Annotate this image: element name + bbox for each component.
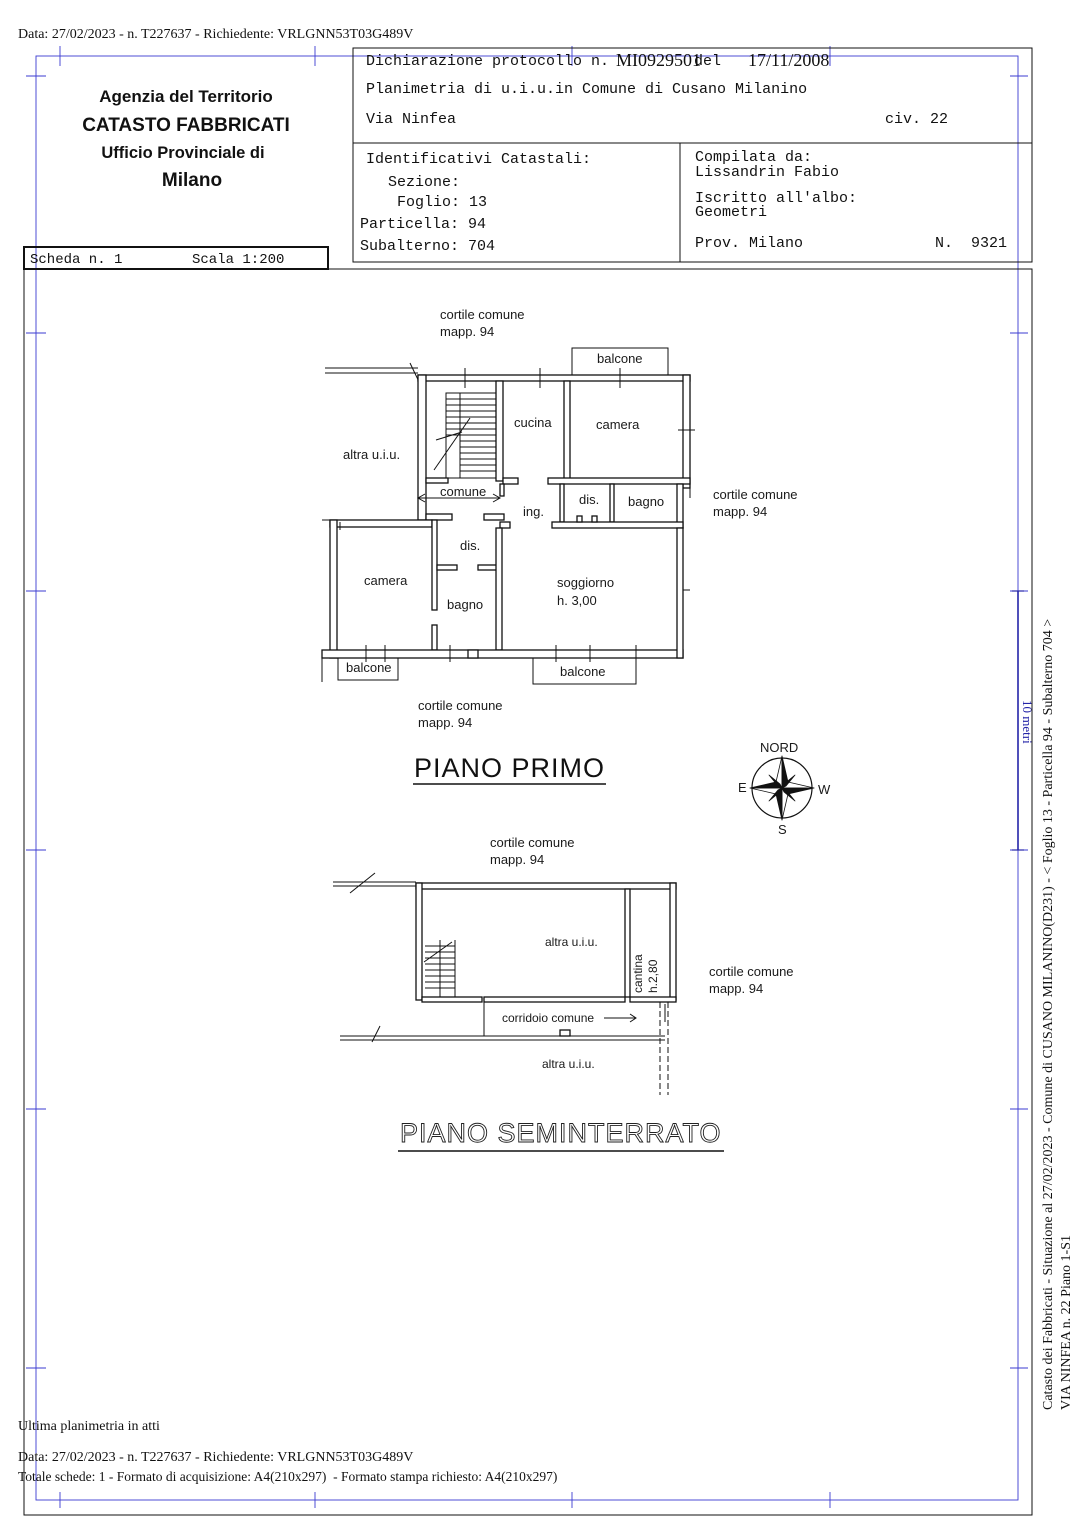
wall	[630, 997, 676, 1002]
identifier-particella: Particella: 94	[360, 216, 487, 233]
label-bagno-west: bagno	[447, 597, 484, 612]
scale-label: Scala 1:200	[192, 252, 285, 268]
door-jamb	[560, 1030, 570, 1036]
wall	[437, 565, 457, 570]
agency-name: Agenzia del Territorio	[99, 87, 273, 106]
top-request-line: Data: 27/02/2023 - n. T227637 - Richiedente: VRLGNN53T03G489V	[18, 27, 414, 42]
label-camera-west: camera	[364, 573, 408, 588]
wall	[560, 484, 564, 522]
agency-office: Ufficio Provinciale di	[101, 144, 265, 162]
footer-last-plan: Ultima planimetria in atti	[18, 1419, 160, 1434]
agency-city: Milano	[161, 170, 223, 191]
albo-value: Geometri	[695, 204, 768, 221]
wall	[548, 478, 690, 484]
protocol-label: Dichiarazione protocollo n.	[366, 53, 610, 70]
wall	[610, 484, 614, 522]
label-balcone-north: balcone	[597, 351, 643, 366]
label-mapp-east-semi: mapp. 94	[709, 981, 764, 996]
identifiers-title: Identificativi Catastali:	[366, 151, 592, 168]
compass-west-label: W	[818, 782, 831, 797]
door-jamb	[468, 650, 478, 658]
label-altra-uiu-south: altra u.i.u.	[542, 1057, 595, 1071]
wall	[418, 375, 690, 381]
agency-department: CATASTO FABBRICATI	[82, 115, 290, 136]
wall	[416, 883, 422, 1000]
wall	[478, 565, 498, 570]
protocol-date: 17/11/2008	[748, 50, 830, 70]
footer-request-line: Data: 27/02/2023 - n. T227637 - Richiedente: VRLGNN53T03G489V	[18, 1450, 414, 1465]
label-mapp-east: mapp. 94	[713, 504, 768, 519]
footer	[18, 1419, 557, 1484]
label-altra-uiu: altra u.i.u.	[343, 447, 401, 462]
civic-number: civ. 22	[885, 111, 949, 128]
scheda-number: Scheda n. 1	[30, 252, 123, 268]
label-altra-uiu-north: altra u.i.u.	[545, 935, 598, 949]
wall	[416, 883, 676, 889]
compass-east-label: E	[738, 780, 747, 795]
wall	[484, 997, 625, 1002]
identifier-subalterno: Subalterno: 704	[360, 238, 496, 255]
wall	[503, 478, 518, 484]
label-cortile-east-semi: cortile comune	[709, 964, 794, 979]
label-cantina: cantina	[631, 954, 645, 993]
wall	[677, 528, 683, 658]
label-cortile-north: cortile comune	[440, 307, 525, 322]
wall	[552, 522, 683, 528]
label-ingresso: ing.	[523, 504, 544, 519]
wall	[422, 997, 482, 1002]
wall	[432, 520, 437, 610]
wall	[496, 528, 502, 650]
label-soggiorno: soggiorno	[557, 575, 615, 590]
wall	[496, 381, 503, 481]
compass-south-label: S	[778, 822, 787, 837]
piano-seminterrato-plan	[333, 835, 794, 1151]
door-jamb	[577, 516, 582, 522]
label-comune: comune	[440, 484, 487, 499]
label-soggiorno-height: h. 3,00	[557, 593, 597, 608]
label-cantina-height: h.2,80	[646, 959, 660, 993]
identifier-foglio: Foglio: 13	[397, 194, 488, 211]
label-dis-west: dis.	[460, 538, 481, 553]
piano-seminterrato-title: PIANO SEMINTERRATO	[400, 1118, 722, 1148]
wall	[322, 650, 683, 658]
door-jamb	[592, 516, 597, 522]
planimetria-line: Planimetria di u.i.u.in Comune di Cusano Milanino	[366, 81, 808, 98]
neighbor-wall	[333, 873, 665, 1042]
label-corridoio-comune: corridoio comune	[502, 1011, 595, 1025]
wall	[426, 514, 452, 520]
staircase-primo	[434, 393, 496, 478]
staircase-seminterrato	[424, 940, 455, 997]
dashed-boundary	[660, 1002, 668, 1095]
wall	[426, 478, 448, 483]
footer-totale-line: Totale schede: 1 - Formato di acquisizione: A4(210x297) - Formato stampa richiesto: A4(210x297)	[18, 1469, 558, 1484]
label-balcone-west: balcone	[346, 660, 392, 675]
province-label: Prov. Milano	[695, 235, 804, 252]
piano-primo-plan	[322, 307, 798, 784]
declaration-box	[353, 48, 1032, 262]
label-cortile-south: cortile comune	[418, 698, 503, 713]
wall	[484, 514, 504, 520]
wall	[330, 520, 337, 658]
wall	[500, 522, 510, 528]
label-mapp-north-semi: mapp. 94	[490, 852, 545, 867]
wall	[683, 375, 690, 488]
corridoio-arrow	[604, 1014, 636, 1022]
compiler-name: Lissandrin Fabio	[695, 164, 840, 181]
wall	[625, 889, 630, 997]
side-note-line1: Catasto dei Fabbricati - Situazione al 27/02/2023 - Comune di CUSANO MILANINO(D231) - < Foglio 13 - Particella 94 - Subalterno 704 >	[1041, 618, 1056, 1410]
albo-label: Iscritto all'albo:	[695, 190, 858, 207]
scale-bar-label: 10 metri	[1020, 700, 1035, 744]
registration-number: N. 9321	[935, 235, 1008, 252]
side-note	[1041, 619, 1074, 1410]
wall	[330, 520, 432, 527]
drawing-area-border	[24, 269, 1032, 1515]
protocol-del: del	[694, 53, 722, 70]
compass-rose	[738, 740, 831, 837]
window-marks-primo	[340, 368, 695, 662]
label-camera-north: camera	[596, 417, 640, 432]
identifier-sezione: Sezione:	[388, 174, 461, 191]
agency-header	[82, 87, 290, 191]
label-dis-east: dis.	[579, 492, 600, 507]
wall	[670, 883, 676, 1000]
label-cucina: cucina	[514, 415, 552, 430]
label-cortile-east: cortile comune	[713, 487, 798, 502]
piano-primo-title: PIANO PRIMO	[414, 753, 606, 783]
label-bagno-east: bagno	[628, 494, 665, 509]
compass-north-label: NORD	[760, 740, 799, 755]
street-address: Via Ninfea	[366, 111, 457, 128]
compiler-label: Compilata da:	[695, 149, 813, 166]
scheda-box	[24, 247, 328, 269]
protocol-number: MI0929501	[616, 50, 701, 70]
label-balcone-south: balcone	[560, 664, 606, 679]
label-mapp-south: mapp. 94	[418, 715, 473, 730]
wall	[564, 381, 570, 481]
wall	[432, 625, 437, 650]
wall	[500, 484, 504, 496]
label-cortile-north-semi: cortile comune	[490, 835, 575, 850]
label-mapp-north: mapp. 94	[440, 324, 495, 339]
side-note-line2: VIA NINFEA n. 22 Piano 1-S1	[1059, 1234, 1074, 1410]
